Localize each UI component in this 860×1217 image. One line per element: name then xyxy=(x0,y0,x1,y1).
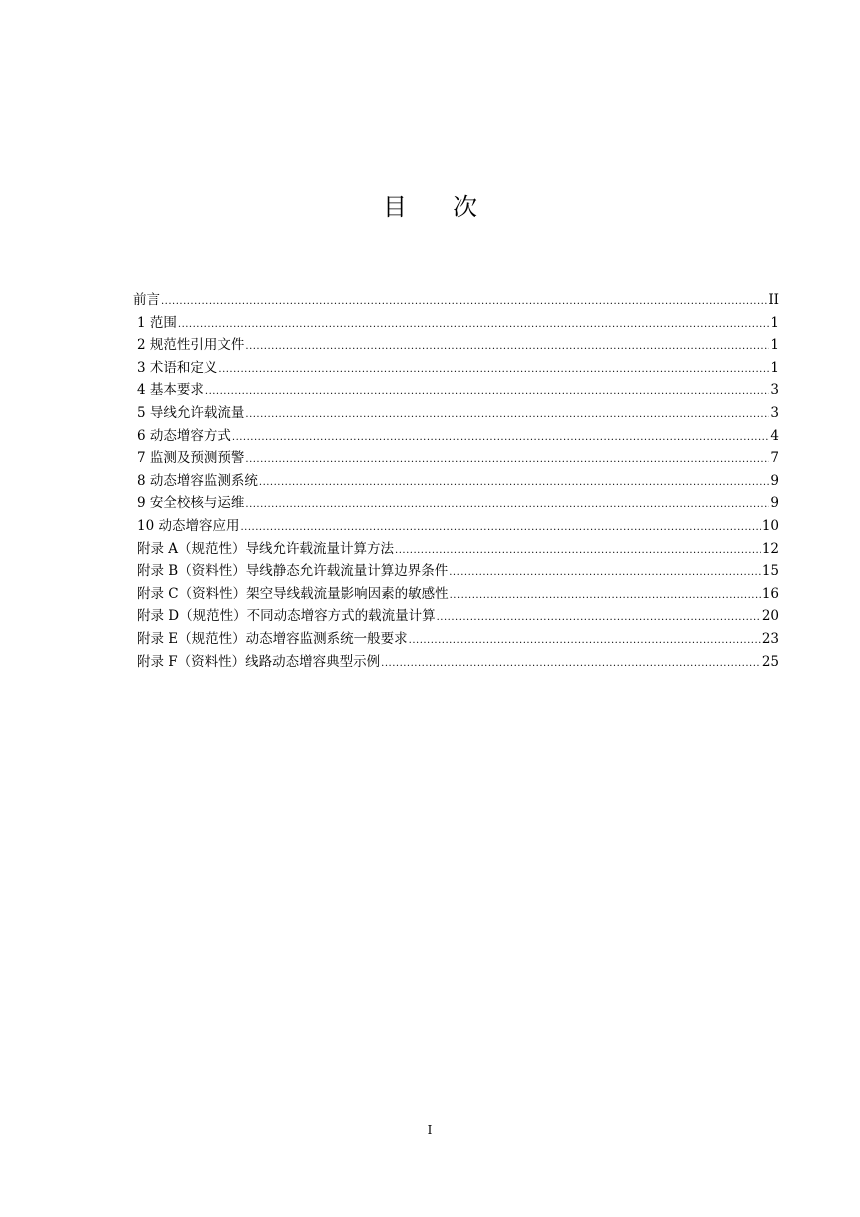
toc-entry-label: 附录 C（资料性）架空导线载流量影响因素的敏感性 xyxy=(137,585,449,602)
toc-entry-page: 23 xyxy=(761,630,779,647)
toc-dot-leader xyxy=(232,427,770,450)
toc-entry-page: 20 xyxy=(761,608,779,625)
toc-entry[interactable] xyxy=(133,334,779,357)
toc-dot-leader xyxy=(245,336,769,359)
toc-entry-page: 9 xyxy=(770,472,779,489)
toc-entry-page: 1 xyxy=(770,314,779,331)
toc-entry[interactable] xyxy=(133,560,779,583)
toc-entry-page: II xyxy=(768,292,779,308)
toc-entry-page: 9 xyxy=(770,495,779,512)
toc-entry[interactable] xyxy=(133,583,779,606)
toc-entry-page: 16 xyxy=(761,585,779,602)
toc-entry-label: 附录 A（规范性）导线允许载流量计算方法 xyxy=(137,540,395,557)
toc-entry[interactable] xyxy=(133,379,779,402)
toc-dot-leader xyxy=(161,291,767,314)
toc-dot-leader xyxy=(218,359,769,382)
toc-entry-label: 前言 xyxy=(133,292,160,308)
toc-entry[interactable] xyxy=(133,402,779,425)
toc-entry[interactable] xyxy=(133,312,779,335)
toc-entry[interactable] xyxy=(133,515,779,538)
toc-entry-page: 12 xyxy=(761,540,779,557)
toc-dot-leader xyxy=(450,585,761,608)
table-of-contents xyxy=(133,289,779,673)
toc-entry[interactable] xyxy=(133,538,779,561)
toc-entry-label: 10 动态增容应用 xyxy=(137,517,240,534)
toc-dot-leader xyxy=(245,494,769,517)
toc-dot-leader xyxy=(449,562,761,585)
page-number: I xyxy=(427,1123,433,1137)
toc-entry-label: 1 范围 xyxy=(137,314,177,331)
toc-entry-page: 3 xyxy=(770,404,779,421)
toc-entry-label: 5 导线允许载流量 xyxy=(137,404,245,421)
toc-dot-leader xyxy=(437,607,761,630)
toc-entry[interactable] xyxy=(133,470,779,493)
title-char-2: 次 xyxy=(453,193,477,221)
toc-entry-page: 10 xyxy=(761,517,779,534)
toc-dot-leader xyxy=(245,449,769,472)
toc-dot-leader xyxy=(205,381,770,404)
page-title xyxy=(0,191,860,223)
toc-entry-label: 9 安全校核与运维 xyxy=(137,495,245,512)
toc-entry[interactable] xyxy=(133,492,779,515)
toc-entry-label: 附录 B（资料性）导线静态允许载流量计算边界条件 xyxy=(137,563,449,580)
toc-entry-page: 7 xyxy=(770,450,779,467)
toc-dot-leader xyxy=(240,517,760,540)
toc-entry[interactable] xyxy=(133,605,779,628)
toc-entry-page: 1 xyxy=(770,337,779,354)
title-char-1: 目 xyxy=(383,193,407,221)
toc-entry[interactable] xyxy=(133,628,779,651)
toc-entry-label: 3 术语和定义 xyxy=(137,359,218,376)
toc-entry-page: 3 xyxy=(770,382,779,399)
toc-entry-label: 2 规范性引用文件 xyxy=(137,337,245,354)
toc-entry-label: 7 监测及预测预警 xyxy=(137,450,245,467)
toc-entry-label: 附录 D（规范性）不同动态增容方式的载流量计算 xyxy=(137,608,436,625)
toc-dot-leader xyxy=(395,540,761,563)
toc-entry[interactable] xyxy=(133,651,779,674)
toc-dot-leader xyxy=(178,314,770,337)
toc-dot-leader xyxy=(409,630,761,653)
toc-dot-leader xyxy=(381,653,761,676)
toc-dot-leader xyxy=(245,404,769,427)
toc-entry-page: 1 xyxy=(770,359,779,376)
toc-entry-label: 附录 F（资料性）线路动态增容典型示例 xyxy=(137,653,381,670)
toc-entry-label: 4 基本要求 xyxy=(137,382,204,399)
toc-entry-label: 附录 E（规范性）动态增容监测系统一般要求 xyxy=(137,630,408,647)
toc-dot-leader xyxy=(259,472,770,495)
toc-entry[interactable] xyxy=(133,447,779,470)
toc-entry[interactable] xyxy=(133,357,779,380)
toc-entry-page: 25 xyxy=(761,653,779,670)
toc-entry[interactable] xyxy=(133,289,779,312)
toc-entry-page: 4 xyxy=(770,427,779,444)
toc-entry[interactable] xyxy=(133,425,779,448)
toc-entry-page: 15 xyxy=(761,563,779,580)
toc-entry-label: 6 动态增容方式 xyxy=(137,427,231,444)
toc-entry-label: 8 动态增容监测系统 xyxy=(137,472,258,489)
